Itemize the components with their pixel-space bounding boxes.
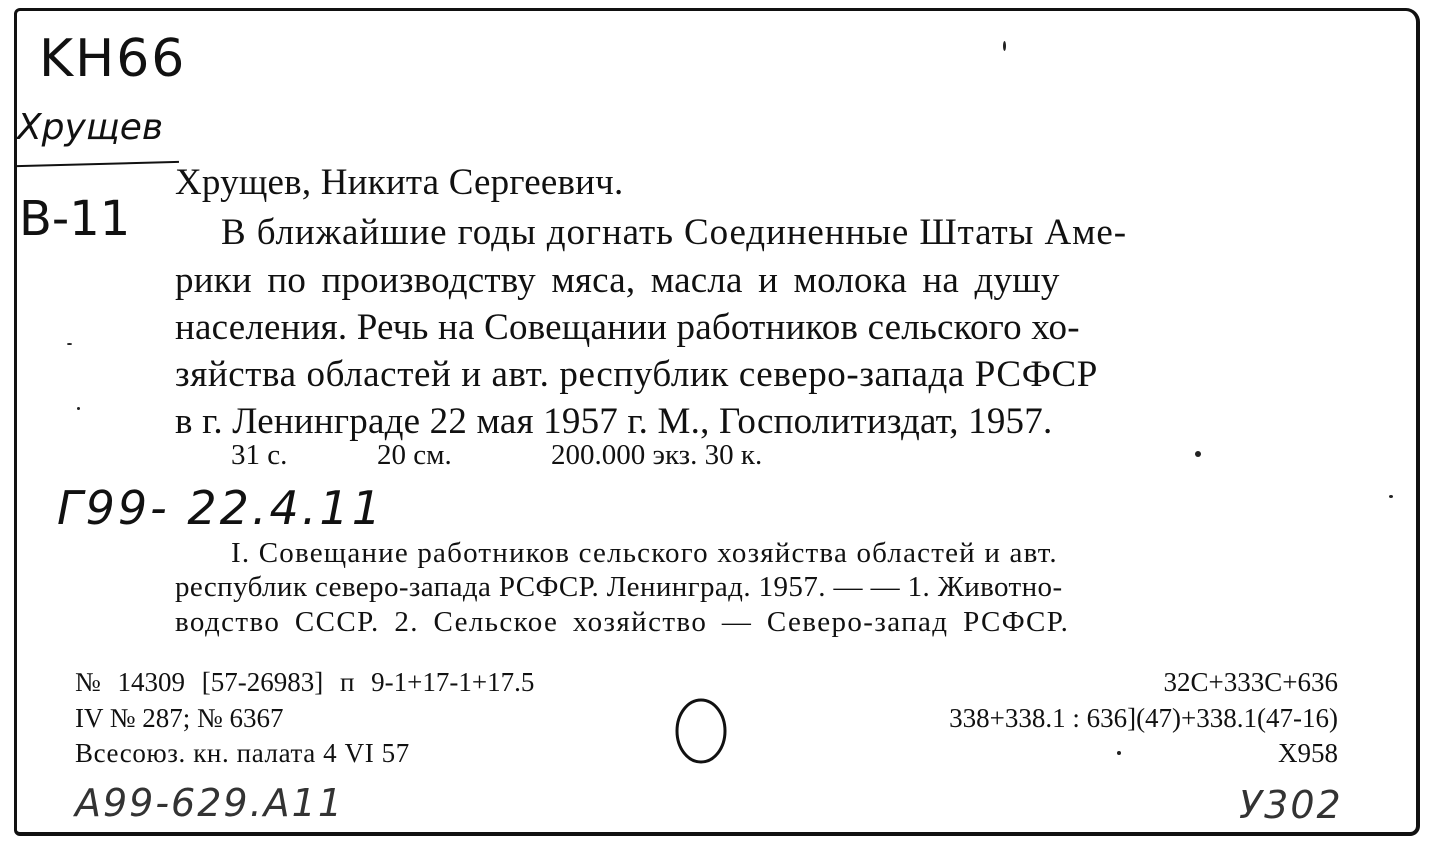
author-heading: Хрущев, Никита Сергеевич.: [175, 162, 624, 203]
title-line-1: В ближайшие годы догнать Соединенные Штаты Аме-: [221, 212, 1127, 253]
footer-left-line-3: Всесоюз. кн. палата 4 VI 57: [75, 738, 410, 768]
ink-speck: [67, 343, 72, 345]
ink-speck: [1117, 751, 1121, 755]
handwritten-code: B-11: [19, 191, 131, 247]
footer-right-line-1: 32С+333С+636: [1163, 667, 1338, 697]
title-line-2: рики по производству мяса, масла и молока на душу: [175, 260, 1060, 301]
handwritten-bottom-right: У302: [1239, 783, 1343, 827]
catalog-card: [14, 8, 1420, 836]
subject-line-3: водство СССР. 2. Сельское хозяйство — Северо-запад РСФСР.: [175, 606, 1070, 638]
handwritten-surname: Хрущев: [17, 107, 164, 148]
subject-line-2: республик северо-запада РСФСР. Ленинград. 1957. — — 1. Животно-: [175, 571, 1063, 603]
title-line-4: зяйства областей и авт. республик северо-запада РСФСР: [175, 354, 1098, 395]
footer-right-line-3: Х958: [1278, 738, 1338, 768]
ink-speck: [1389, 495, 1393, 498]
collation-size: 20 см.: [377, 439, 452, 471]
punch-hole: [667, 693, 737, 773]
title-line-3: населения. Речь на Совещании работников сельского хо-: [175, 307, 1080, 348]
collation-pages: 31 с.: [231, 439, 288, 471]
ink-speck: [1003, 41, 1006, 51]
ink-speck: [77, 407, 80, 410]
footer-left-line-1: № 14309 [57-26983] п 9-1+17-1+17.5: [75, 667, 535, 697]
footer-right-line-2: 338+338.1 : 636](47)+338.1(47-16): [949, 703, 1338, 733]
ink-speck: [1195, 451, 1201, 457]
handwritten-class-mark: Г99- 22.4.11: [57, 481, 384, 535]
title-line-5: в г. Ленинграде 22 мая 1957 г. М., Госполитиздат, 1957.: [175, 401, 1053, 442]
handwritten-shelfmark: KH66: [39, 29, 187, 89]
handwritten-bottom-left: А99-629.А11: [75, 781, 345, 825]
divider-line: [17, 161, 179, 167]
subject-line-1: I. Совещание работников сельского хозяйства областей и авт.: [231, 537, 1058, 569]
collation-copies: 200.000 экз. 30 к.: [551, 439, 763, 471]
footer-left-line-2: IV № 287; № 6367: [75, 703, 284, 733]
